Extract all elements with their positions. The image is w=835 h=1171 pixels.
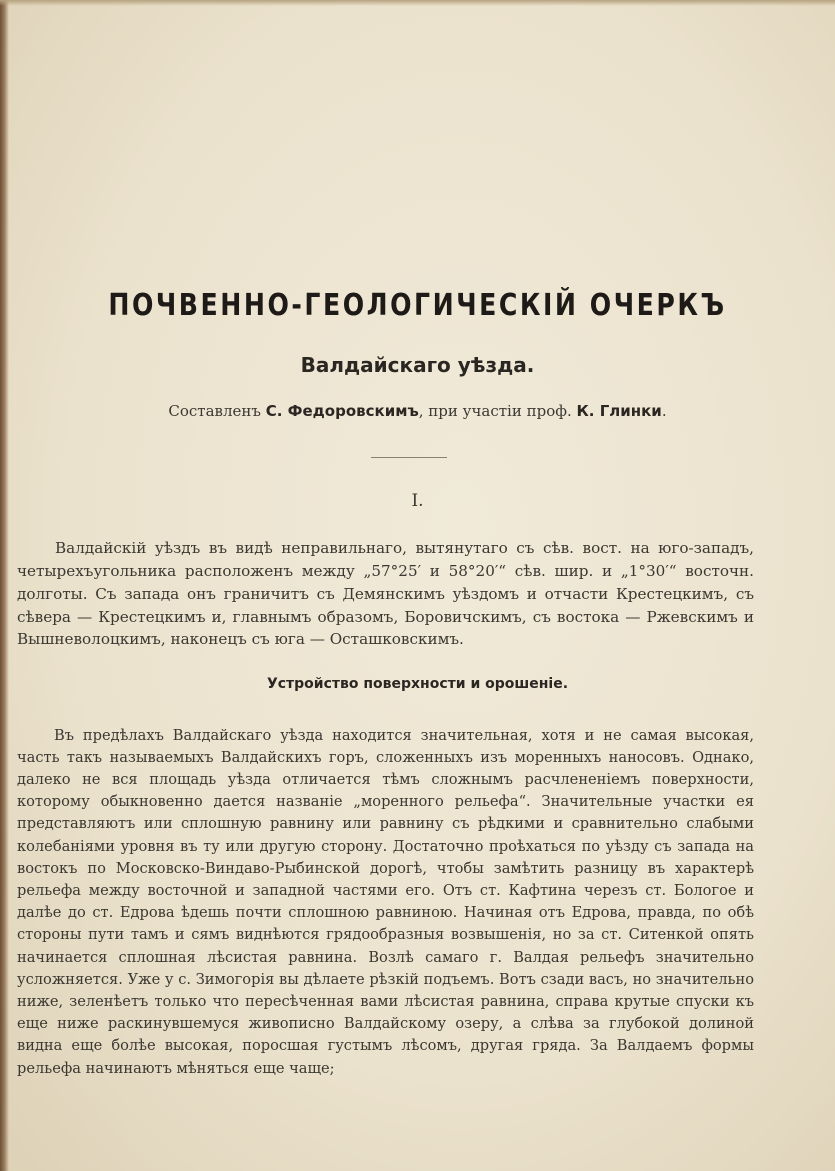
page-shadow xyxy=(0,0,835,6)
byline-suffix: . xyxy=(661,402,667,420)
section-heading: Устройство поверхности и орошеніе. xyxy=(266,676,569,692)
document-title: ПОЧВЕННО-ГЕОЛОГИЧЕСКІЙ ОЧЕРКЪ xyxy=(108,288,727,323)
section-number: I. xyxy=(411,491,424,511)
document-subtitle: Валдайскаго уѣзда. xyxy=(300,353,535,377)
title-divider xyxy=(371,457,447,458)
byline-prefix: Составленъ xyxy=(168,402,261,420)
intro-paragraph: Валдайскій уѣздъ въ видѣ неправильнаго, вытянутаго съ сѣв. вост. на юго-западъ, четырехъугольника расположенъ между „57°25′ и 58°20′“ сѣв. шир. и „1°30′“ восточн. долготы. Съ запада онъ граничитъ съ Демянскимъ уѣздомъ и отчасти Крестецкимъ, съ сѣвера — Крестецкимъ и, главнымъ образомъ, Боровичскимъ, съ востока — Ржевскимъ и Вышневолоцкимъ, наконецъ съ юга — Осташковскимъ. xyxy=(17,539,754,649)
author-name: С. Федоровскимъ xyxy=(265,402,419,420)
binding-edge xyxy=(0,0,9,1171)
coauthor-name: К. Глинки xyxy=(576,402,662,420)
body-paragraph: Въ предѣлахъ Валдайскаго уѣзда находится значительная, хотя и не самая высокая, часть такъ называемыхъ Валдайскихъ горъ, сложенныхъ изъ моренныхъ наносовъ. Однако, далеко не вся площадь уѣзда отличается тѣмъ сложнымъ расчлененіемъ поверхности, которому обыкновенно дается названіе „моренного рельефа“. Значительные участки ея представляютъ или сплошную равнину или равнину съ рѣдкими и сравнительно слабыми колебаніями уровня въ ту или другую сторону. Достаточно проѣхаться по уѣзду съ запада на востокъ по Московско-Виндаво-Рыбинской дорогѣ, чтобы замѣтить разницу въ характерѣ рельефа между восточной и западной частями его. Отъ ст. Кафтина черезъ ст. Бологое и далѣе до ст. Едрова ѣдешь почти сплошною равниною. Начиная отъ Едрова, правда, по обѣ стороны пути тамъ и сямъ виднѣются грядообразныя возвышенія, но за ст. Ситенкой опять начинается сплошная лѣсистая равнина. Возлѣ самаго г. Валдая рельефъ значительно усложняется. Уже у с. Зимогорія вы дѣлаете рѣзкій подъемъ. Вотъ сзади васъ, но значительно ниже, зеленѣетъ только что пересѣченная вами лѣсистая равнина, справа крутые спуски къ еще ниже раскинувшемуся живописно Валдайскому озеру, а слѣва за глубокой долиной видна еще болѣе высокая, поросшая густымъ лѣсомъ, другая гряда. За Валдаемъ формы рельефа начинаютъ мѣняться еще чаще; xyxy=(17,726,754,1077)
byline-middle: , при участіи проф. xyxy=(418,402,572,420)
byline xyxy=(0,402,835,420)
